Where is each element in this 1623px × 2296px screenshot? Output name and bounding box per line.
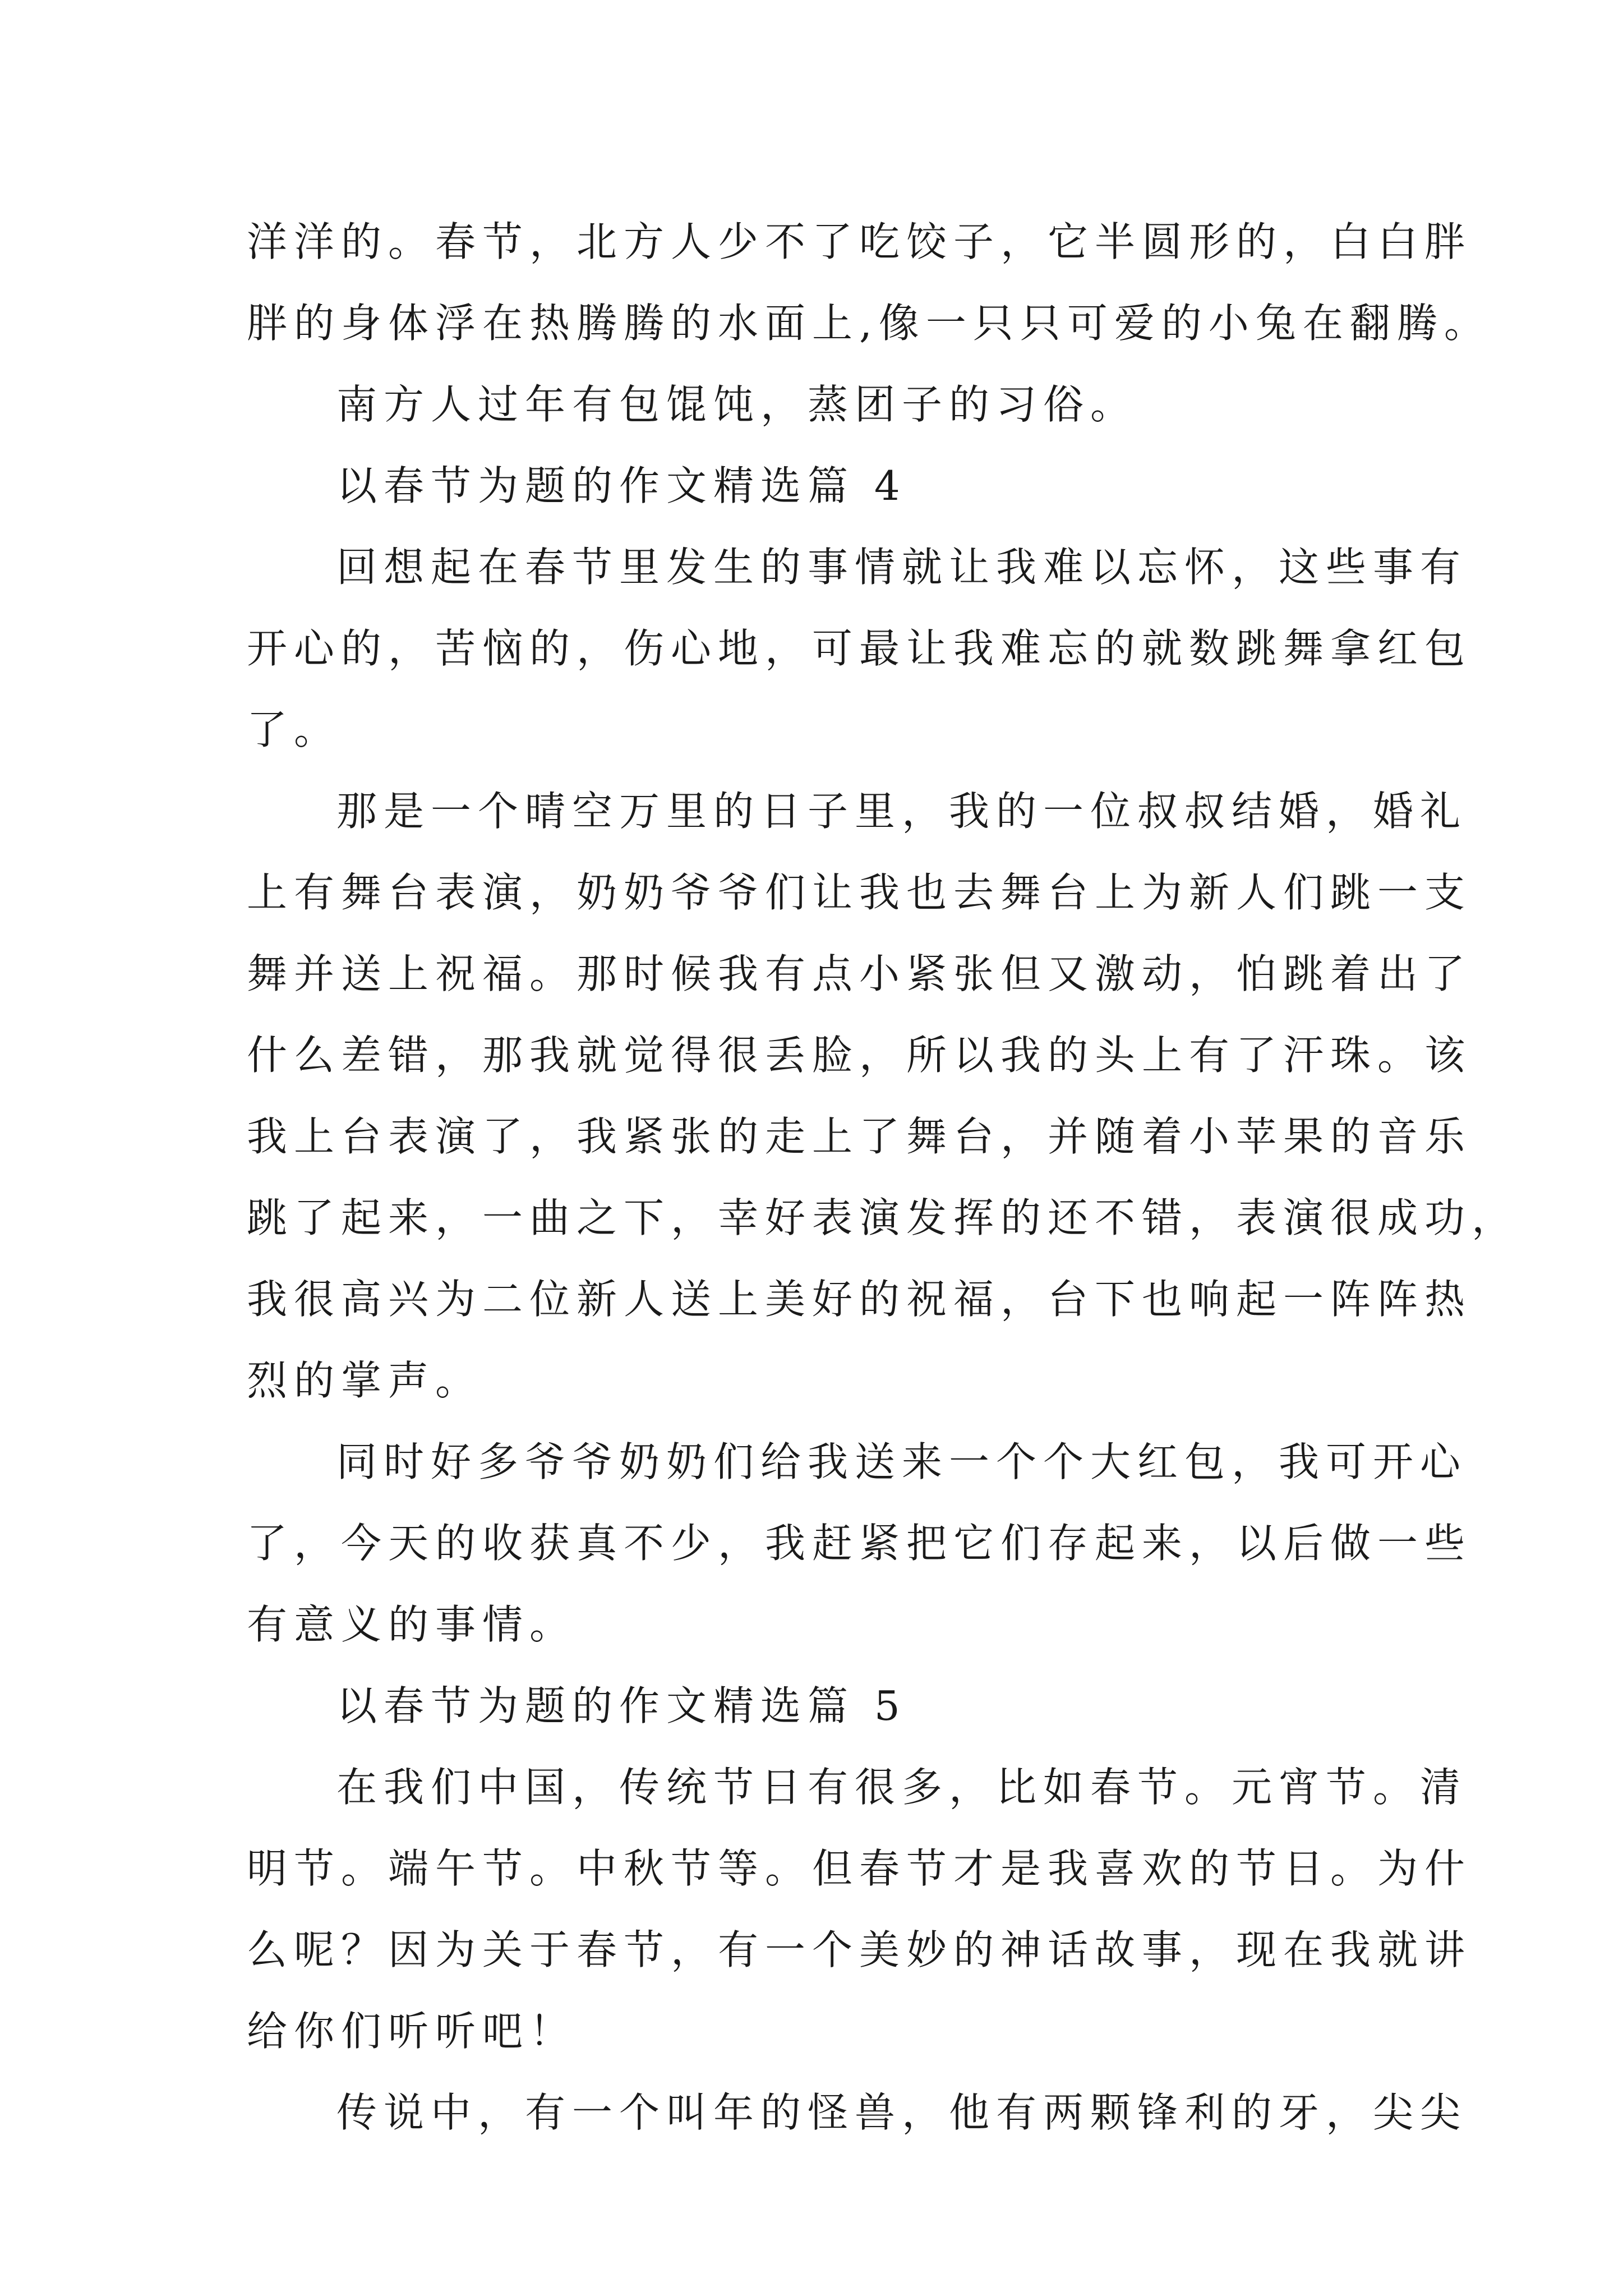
- text-line: 洋洋的。春节，北方人少不了吃饺子，它半圆形的，白白胖: [247, 218, 1472, 265]
- text-line: 给你们听听吧！: [247, 2008, 577, 2055]
- section-heading: 以春节为题的作文精选篇 5: [336, 1682, 907, 1729]
- text-line: 么呢？因为关于春节，有一个美妙的神话故事，现在我就讲: [247, 1926, 1472, 1973]
- text-line: 胖的身体浮在热腾腾的水面上,像一只只可爱的小兔在翻腾。: [247, 300, 1491, 347]
- text-line: 在我们中国，传统节日有很多，比如春节。元宵节。清: [336, 1764, 1468, 1811]
- text-line: 我上台表演了，我紧张的走上了舞台，并随着小苹果的音乐: [247, 1113, 1472, 1160]
- text-line: 南方人过年有包馄饨，蒸团子的习俗。: [336, 381, 1138, 428]
- text-line: 开心的，苦恼的，伤心地，可最让我难忘的就数跳舞拿红包: [247, 625, 1472, 672]
- text-line: 跳了起来，一曲之下，幸好表演发挥的还不错，表演很成功，: [247, 1194, 1519, 1241]
- text-line: 什么差错，那我就觉得很丢脸，所以我的头上有了汗珠。该: [247, 1032, 1472, 1079]
- text-line: 舞并送上祝福。那时候我有点小紧张但又激动，怕跳着出了: [247, 950, 1472, 997]
- text-line: 我很高兴为二位新人送上美好的祝福，台下也响起一阵阵热: [247, 1276, 1472, 1323]
- text-line: 同时好多爷爷奶奶们给我送来一个个大红包，我可开心: [336, 1438, 1468, 1485]
- text-line: 上有舞台表演，奶奶爷爷们让我也去舞台上为新人们跳一支: [247, 869, 1472, 916]
- text-line: 了。: [247, 706, 342, 753]
- section-heading: 以春节为题的作文精选篇 4: [336, 462, 907, 509]
- text-line: 传说中，有一个叫年的怪兽，他有两颗锋利的牙，尖尖: [336, 2089, 1468, 2136]
- text-line: 明节。端午节。中秋节等。但春节才是我喜欢的节日。为什: [247, 1845, 1472, 1892]
- text-line: 烈的掌声。: [247, 1357, 483, 1404]
- text-line: 那是一个晴空万里的日子里，我的一位叔叔结婚，婚礼: [336, 788, 1468, 835]
- text-line: 有意义的事情。: [247, 1601, 577, 1648]
- text-line: 了，今天的收获真不少，我赶紧把它们存起来，以后做一些: [247, 1520, 1472, 1567]
- text-line: 回想起在春节里发生的事情就让我难以忘怀，这些事有: [336, 544, 1468, 591]
